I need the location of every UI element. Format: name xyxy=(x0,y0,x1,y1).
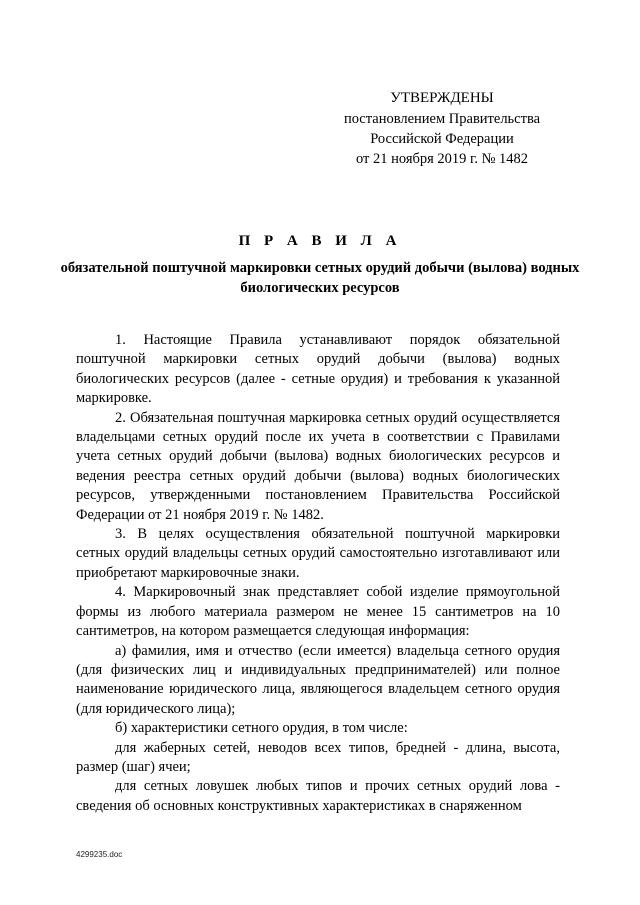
paragraph-1: 1. Настоящие Правила устанавливают порядок обязательной поштучной маркировки сетных орудий добычи (вылова) водных биологических ресурсов (далее - сетные орудия) и требования к указанной маркировке. xyxy=(76,332,560,407)
paragraph-4: 4. Маркировочный знак представляет собой изделие прямоугольной формы из любого материала размером не менее 15 сантиметров на 10 сантиметров, на котором размещается следующая информация: xyxy=(76,584,560,640)
approval-line-1: постановлением Правительства xyxy=(343,111,541,127)
paragraph-3: 3. В целях осуществления обязательной поштучной маркировки сетных орудий владельцы сетных орудий самостоятельно изготавливают или приобретают маркировочные знаки. xyxy=(76,526,560,581)
approval-line-2: Российской Федерации xyxy=(370,131,514,147)
approval-line-3: от 21 ноября 2019 г. № 1482 xyxy=(355,151,529,167)
document-subtitle: обязательной поштучной маркировки сетных орудий добычи (вылова) водных биологических ресурсов xyxy=(60,260,580,296)
approval-heading: УТВЕРЖДЕНЫ xyxy=(390,90,494,106)
paragraph-2: 2. Обязательная поштучная маркировка сетных орудий осуществляется владельцами сетных орудий после их учета в соответствии с Правилами учета сетных орудий добычи (вылова) водных биологических ресурсов и ведения реестра сетных орудий добычи (вылова) водных биологических ресурсов, утвержденными постановлением Правительства Российской Федерации от 21 ноября 2019 г. № 1482. xyxy=(76,409,560,523)
document-body xyxy=(76,331,560,816)
approval-block xyxy=(332,88,552,169)
document-title: П Р А В И Л А xyxy=(238,233,402,249)
paragraph-4b: б) характеристики сетного орудия, в том числе: xyxy=(115,720,408,737)
paragraph-4b-traps: для сетных ловушек любых типов и прочих сетных орудий лова - сведения об основных конструктивных характеристиках в снаряженном xyxy=(76,778,560,814)
paragraph-4b-gillnets: для жаберных сетей, неводов всех типов, бредней - длина, высота, размер (шаг) ячеи; xyxy=(76,739,560,775)
footer-doc-code: 4299235.doc xyxy=(76,850,123,859)
paragraph-4a: а) фамилия, имя и отчество (если имеется) владельца сетного орудия (для физических лиц и индивидуальных предпринимателей) или полное наименование юридического лица, являющегося владельцем сетного орудия (для юридического лица); xyxy=(76,642,560,717)
